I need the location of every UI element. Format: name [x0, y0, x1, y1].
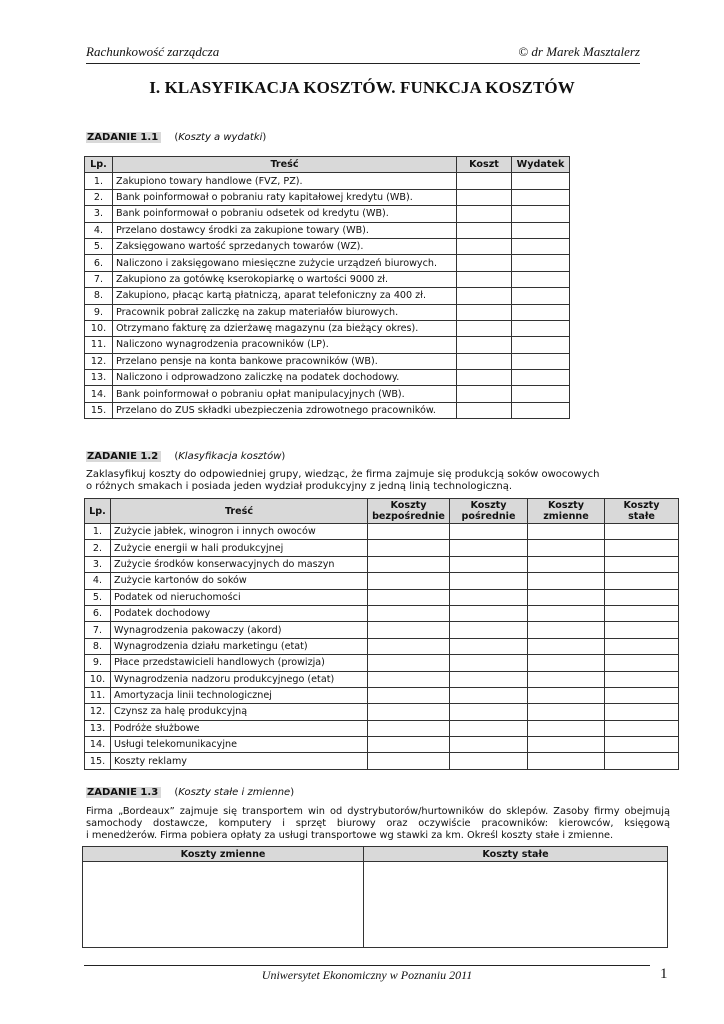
table-row: [85, 622, 679, 638]
indirect-answer-cell[interactable]: [450, 524, 528, 540]
table-row: [85, 753, 679, 769]
koszt-answer-cell[interactable]: [457, 238, 512, 254]
variable-costs-answer-cell[interactable]: [83, 862, 364, 948]
row-description: Zużycie jabłek, winogron i innych owoców: [111, 524, 368, 540]
variable-answer-cell[interactable]: [528, 524, 605, 540]
row-number: 6.: [85, 605, 111, 621]
row-description: Naliczono wynagrodzenia pracowników (LP).: [113, 337, 457, 353]
col-tresc: Treść: [113, 157, 457, 173]
row-description: Przelano pensje na konta bankowe pracowników (WB).: [113, 353, 457, 369]
row-number: 9.: [85, 655, 111, 671]
wydatek-answer-cell[interactable]: [512, 206, 570, 222]
page-footer: Uniwersytet Ekonomiczny w Poznaniu 2011: [84, 965, 650, 983]
table-row: [85, 671, 679, 687]
row-number: 3.: [85, 556, 111, 572]
direct-answer-cell[interactable]: [368, 573, 450, 589]
row-number: 8.: [85, 638, 111, 654]
fixed-answer-cell[interactable]: [605, 573, 679, 589]
indirect-answer-cell[interactable]: [450, 589, 528, 605]
direct-answer-cell[interactable]: [368, 589, 450, 605]
row-number: 2.: [85, 540, 111, 556]
wydatek-answer-cell[interactable]: [512, 271, 570, 287]
table-row: [85, 320, 570, 336]
task2-label: ZADANIE 1.2: [86, 451, 161, 462]
wydatek-answer-cell[interactable]: [512, 320, 570, 336]
row-number: 4.: [85, 222, 113, 238]
fixed-answer-cell[interactable]: [605, 737, 679, 753]
wydatek-answer-cell[interactable]: [512, 189, 570, 205]
koszt-answer-cell[interactable]: [457, 255, 512, 271]
row-description: Wynagrodzenia nadzoru produkcyjnego (etat): [111, 671, 368, 687]
fixed-answer-cell[interactable]: [605, 556, 679, 572]
koszt-answer-cell[interactable]: [457, 304, 512, 320]
row-number: 4.: [85, 573, 111, 589]
task3-heading: [86, 787, 294, 798]
row-number: 5.: [85, 238, 113, 254]
table-body: [85, 173, 570, 419]
table-row: [85, 605, 679, 621]
fixed-answer-cell[interactable]: [605, 655, 679, 671]
row-description: Zakupiono towary handlowe (FVZ, PZ).: [113, 173, 457, 189]
table-row: [85, 238, 570, 254]
koszt-answer-cell[interactable]: [457, 402, 512, 418]
variable-answer-cell[interactable]: [528, 671, 605, 687]
table-row: [85, 556, 679, 572]
indirect-answer-cell[interactable]: [450, 737, 528, 753]
row-number: 15.: [85, 402, 113, 418]
fixed-answer-cell[interactable]: [605, 622, 679, 638]
row-description: Zaksięgowano wartość sprzedanych towarów (WZ).: [113, 238, 457, 254]
wydatek-answer-cell[interactable]: [512, 255, 570, 271]
row-number: 8.: [85, 288, 113, 304]
variable-answer-cell[interactable]: [528, 655, 605, 671]
task1-label: ZADANIE 1.1: [86, 132, 161, 143]
col-variable: Koszty zmienne: [528, 499, 605, 524]
task2-description: Zaklasyfikuj koszty do odpowiedniej grupy, wiedząc, że firma zajmuje się produkcją soków owocowych o różnych smakach i posiada jeden wydział produkcyjny z jedną linią technologiczną.: [86, 469, 600, 492]
table-row: [85, 638, 679, 654]
direct-answer-cell[interactable]: [368, 540, 450, 556]
wydatek-answer-cell[interactable]: [512, 386, 570, 402]
answer-row: [83, 862, 668, 948]
indirect-answer-cell[interactable]: [450, 556, 528, 572]
row-description: Czynsz za halę produkcyjną: [111, 704, 368, 720]
koszt-answer-cell[interactable]: [457, 337, 512, 353]
row-description: Bank poinformował o pobraniu raty kapitałowej kredytu (WB).: [113, 189, 457, 205]
row-number: 7.: [85, 271, 113, 287]
indirect-answer-cell[interactable]: [450, 540, 528, 556]
col-indirect: Koszty pośrednie: [450, 499, 528, 524]
task1-heading: [86, 132, 266, 143]
fixed-answer-cell[interactable]: [605, 687, 679, 703]
row-description: Otrzymano fakturę za dzierżawę magazynu (za bieżący okres).: [113, 320, 457, 336]
table-row: [85, 737, 679, 753]
indirect-answer-cell[interactable]: [450, 573, 528, 589]
variable-answer-cell[interactable]: [528, 737, 605, 753]
row-description: Zakupiono, płacąc kartą płatniczą, aparat telefoniczny za 400 zł.: [113, 288, 457, 304]
row-description: Przelano dostawcy środki za zakupione towary (WB).: [113, 222, 457, 238]
row-number: 2.: [85, 189, 113, 205]
task3-description: Firma „Bordeaux” zajmuje się transportem win od dystrybutorów/hurtowników do sklepów. Zasoby firmy obejmują samochody dostawcze, komputery i sprzęt biurowy oraz oczywiście pracowników: kierowców, księgową i menedżerów. Firma pobiera opłaty za usługi transportowe wg stawki za km. Określ koszty stałe i zmienne.: [86, 806, 670, 841]
row-description: Wynagrodzenia działu marketingu (etat): [111, 638, 368, 654]
indirect-answer-cell[interactable]: [450, 655, 528, 671]
page-number: 1: [660, 966, 668, 982]
table-row: [85, 206, 570, 222]
indirect-answer-cell[interactable]: [450, 753, 528, 769]
direct-answer-cell[interactable]: [368, 687, 450, 703]
row-number: 10.: [85, 671, 111, 687]
table-row: [85, 370, 570, 386]
variable-answer-cell[interactable]: [528, 589, 605, 605]
direct-answer-cell[interactable]: [368, 737, 450, 753]
row-description: Amortyzacja linii technologicznej: [111, 687, 368, 703]
table-row: [85, 222, 570, 238]
table-costs-expenses: [84, 156, 570, 419]
col-lp: Lp.: [85, 499, 111, 524]
koszt-answer-cell[interactable]: [457, 271, 512, 287]
row-number: 12.: [85, 704, 111, 720]
fixed-answer-cell[interactable]: [605, 638, 679, 654]
table-row: [85, 271, 570, 287]
fixed-answer-cell[interactable]: [605, 753, 679, 769]
table-row: [85, 304, 570, 320]
table-row: [85, 540, 679, 556]
table-row: [85, 687, 679, 703]
row-description: Zakupiono za gotówkę kserokopiarkę o wartości 9000 zł.: [113, 271, 457, 287]
direct-answer-cell[interactable]: [368, 524, 450, 540]
direct-answer-cell[interactable]: [368, 720, 450, 736]
wydatek-answer-cell[interactable]: [512, 288, 570, 304]
direct-answer-cell[interactable]: [368, 622, 450, 638]
row-number: 15.: [85, 753, 111, 769]
koszt-answer-cell[interactable]: [457, 370, 512, 386]
table-row: [85, 402, 570, 418]
table-row: [85, 337, 570, 353]
row-number: 5.: [85, 589, 111, 605]
fixed-answer-cell[interactable]: [605, 605, 679, 621]
row-number: 11.: [85, 337, 113, 353]
table-row: [85, 255, 570, 271]
indirect-answer-cell[interactable]: [450, 605, 528, 621]
koszt-answer-cell[interactable]: [457, 353, 512, 369]
koszt-answer-cell[interactable]: [457, 189, 512, 205]
table-row: [85, 386, 570, 402]
indirect-answer-cell[interactable]: [450, 671, 528, 687]
row-number: 10.: [85, 320, 113, 336]
koszt-answer-cell[interactable]: [457, 320, 512, 336]
direct-answer-cell[interactable]: [368, 605, 450, 621]
col-fixed: Koszty stałe: [605, 499, 679, 524]
variable-answer-cell[interactable]: [528, 573, 605, 589]
row-number: 9.: [85, 304, 113, 320]
indirect-answer-cell[interactable]: [450, 704, 528, 720]
page-header: [86, 44, 640, 64]
header-author: © dr Marek Masztalerz: [518, 44, 640, 59]
table-fixed-variable: [82, 846, 668, 948]
row-description: Bank poinformował o pobraniu odsetek od kredytu (WB).: [113, 206, 457, 222]
wydatek-answer-cell[interactable]: [512, 337, 570, 353]
fixed-answer-cell[interactable]: [605, 589, 679, 605]
direct-answer-cell[interactable]: [368, 556, 450, 572]
col-direct: Koszty bezpośrednie: [368, 499, 450, 524]
row-description: Przelano do ZUS składki ubezpieczenia zdrowotnego pracowników.: [113, 402, 457, 418]
col-tresc: Treść: [111, 499, 368, 524]
variable-answer-cell[interactable]: [528, 704, 605, 720]
task3-label: ZADANIE 1.3: [86, 787, 161, 798]
variable-answer-cell[interactable]: [528, 720, 605, 736]
row-description: Bank poinformował o pobraniu opłat manipulacyjnych (WB).: [113, 386, 457, 402]
row-number: 6.: [85, 255, 113, 271]
row-number: 11.: [85, 687, 111, 703]
page-title: I. KLASYFIKACJA KOSZTÓW. FUNKCJA KOSZTÓW: [149, 78, 575, 97]
header-course: Rachunkowość zarządcza: [86, 44, 220, 59]
row-description: Usługi telekomunikacyjne: [111, 737, 368, 753]
koszt-answer-cell[interactable]: [457, 173, 512, 189]
row-description: Wynagrodzenia pakowaczy (akord): [111, 622, 368, 638]
table-row: [85, 288, 570, 304]
koszt-answer-cell[interactable]: [457, 206, 512, 222]
fixed-answer-cell[interactable]: [605, 524, 679, 540]
table-row: [85, 573, 679, 589]
direct-answer-cell[interactable]: [368, 638, 450, 654]
table-body: [85, 524, 679, 770]
task1-subtitle: (Koszty a wydatki): [174, 132, 267, 143]
row-number: 1.: [85, 173, 113, 189]
wydatek-answer-cell[interactable]: [512, 173, 570, 189]
row-number: 7.: [85, 622, 111, 638]
table-row: [85, 353, 570, 369]
table-row: [85, 189, 570, 205]
wydatek-answer-cell[interactable]: [512, 238, 570, 254]
fixed-answer-cell[interactable]: [605, 540, 679, 556]
table-row: [85, 589, 679, 605]
row-description: Pracownik pobrał zaliczkę na zakup materiałów biurowych.: [113, 304, 457, 320]
row-number: 14.: [85, 386, 113, 402]
direct-answer-cell[interactable]: [368, 704, 450, 720]
variable-answer-cell[interactable]: [528, 687, 605, 703]
fixed-answer-cell[interactable]: [605, 671, 679, 687]
direct-answer-cell[interactable]: [368, 671, 450, 687]
table-row: [85, 524, 679, 540]
task3-subtitle: (Koszty stałe i zmienne): [174, 787, 295, 798]
variable-answer-cell[interactable]: [528, 540, 605, 556]
table-row: [85, 173, 570, 189]
col-lp: Lp.: [85, 157, 113, 173]
col-fixed-costs: Koszty stałe: [364, 847, 668, 862]
col-koszt: Koszt: [457, 157, 512, 173]
row-description: Naliczono i zaksięgowano miesięczne zużycie urządzeń biurowych.: [113, 255, 457, 271]
fixed-answer-cell[interactable]: [605, 720, 679, 736]
row-description: Zużycie energii w hali produkcyjnej: [111, 540, 368, 556]
row-description: Zużycie środków konserwacyjnych do maszyn: [111, 556, 368, 572]
row-number: 13.: [85, 370, 113, 386]
table-row: [85, 655, 679, 671]
variable-answer-cell[interactable]: [528, 605, 605, 621]
fixed-answer-cell[interactable]: [605, 704, 679, 720]
row-description: Podatek dochodowy: [111, 605, 368, 621]
task2-subtitle: (Klasyfikacja kosztów): [174, 451, 286, 462]
variable-answer-cell[interactable]: [528, 638, 605, 654]
row-description: Podróże służbowe: [111, 720, 368, 736]
fixed-costs-answer-cell[interactable]: [364, 862, 668, 948]
indirect-answer-cell[interactable]: [450, 687, 528, 703]
col-wydatek: Wydatek: [512, 157, 570, 173]
row-description: Płace przedstawicieli handlowych (prowizja): [111, 655, 368, 671]
indirect-answer-cell[interactable]: [450, 638, 528, 654]
wydatek-answer-cell[interactable]: [512, 304, 570, 320]
wydatek-answer-cell[interactable]: [512, 402, 570, 418]
table-row: [85, 720, 679, 736]
indirect-answer-cell[interactable]: [450, 622, 528, 638]
koszt-answer-cell[interactable]: [457, 288, 512, 304]
indirect-answer-cell[interactable]: [450, 720, 528, 736]
row-description: Koszty reklamy: [111, 753, 368, 769]
table-cost-classification: [84, 498, 679, 770]
wydatek-answer-cell[interactable]: [512, 353, 570, 369]
row-number: 12.: [85, 353, 113, 369]
variable-answer-cell[interactable]: [528, 556, 605, 572]
col-variable-costs: Koszty zmienne: [83, 847, 364, 862]
row-number: 13.: [85, 720, 111, 736]
direct-answer-cell[interactable]: [368, 655, 450, 671]
table-row: [85, 704, 679, 720]
direct-answer-cell[interactable]: [368, 753, 450, 769]
wydatek-answer-cell[interactable]: [512, 370, 570, 386]
variable-answer-cell[interactable]: [528, 753, 605, 769]
koszt-answer-cell[interactable]: [457, 222, 512, 238]
row-number: 1.: [85, 524, 111, 540]
row-number: 3.: [85, 206, 113, 222]
koszt-answer-cell[interactable]: [457, 386, 512, 402]
variable-answer-cell[interactable]: [528, 622, 605, 638]
row-description: Zużycie kartonów do soków: [111, 573, 368, 589]
row-number: 14.: [85, 737, 111, 753]
wydatek-answer-cell[interactable]: [512, 222, 570, 238]
row-description: Naliczono i odprowadzono zaliczkę na podatek dochodowy.: [113, 370, 457, 386]
task2-heading: [86, 451, 285, 462]
row-description: Podatek od nieruchomości: [111, 589, 368, 605]
